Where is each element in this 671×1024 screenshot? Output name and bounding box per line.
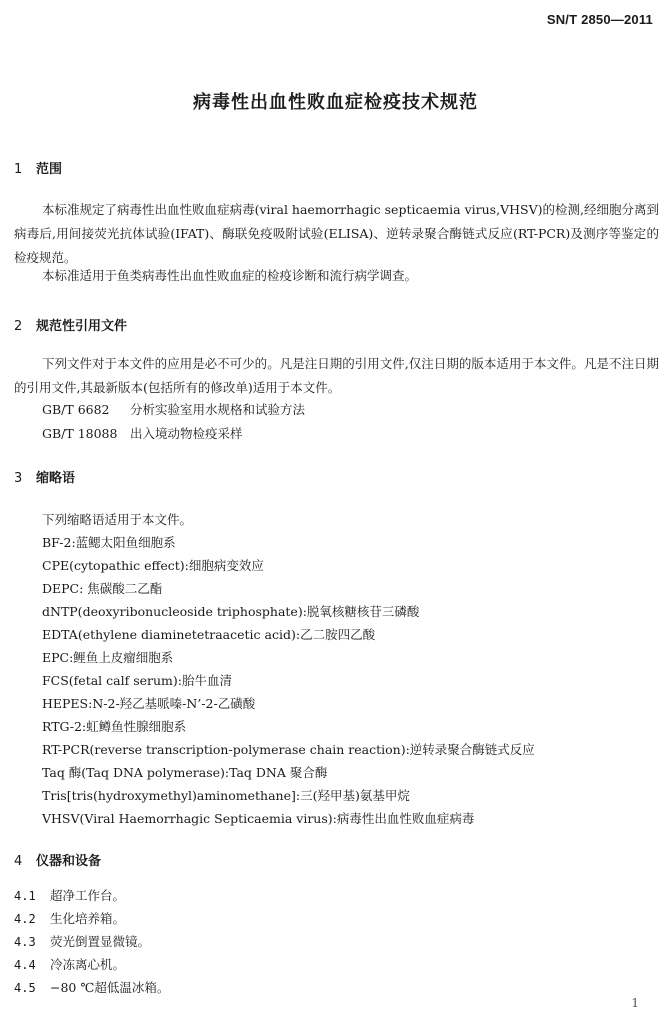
abbreviation-item: Taq 酶(Taq DNA polymerase):Taq DNA 聚合酶 xyxy=(42,765,328,780)
section-2-paragraph: 下列文件对于本文件的应用是必不可少的。凡是注日期的引用文件,仅注日期的版本适用于本文件。凡是不注日期的引用文件,其最新版本(包括所有的修改单)适用于本文件。 xyxy=(14,356,659,395)
equipment-item xyxy=(14,955,125,973)
section-4-title: 仪器和设备 xyxy=(36,854,102,869)
abbreviation-item: DEPC: 焦碳酸二乙酯 xyxy=(42,581,163,596)
reference-code: GB/T 6682 xyxy=(42,402,110,417)
section-1-number: 1 xyxy=(14,162,23,177)
section-2-title: 规范性引用文件 xyxy=(36,319,128,334)
abbreviation-item: HEPES:N-2-羟乙基哌嗪-N’-2-乙磺酸 xyxy=(42,696,256,711)
page-number: 1 xyxy=(631,996,639,1010)
equipment-number: 4.3 xyxy=(14,935,36,949)
section-4-heading xyxy=(14,850,101,869)
abbreviation-item: Tris[tris(hydroxymethyl)aminomethane]:三(羟甲基)氨基甲烷 xyxy=(42,788,410,803)
reference-title: 分析实验室用水规格和试验方法 xyxy=(130,402,306,417)
section-1-paragraph-2: 本标准适用于鱼类病毒性出血性败血症的检疫诊断和流行病学调查。 xyxy=(42,268,418,283)
section-3-number: 3 xyxy=(14,471,23,486)
equipment-item xyxy=(14,932,150,950)
abbreviation-item: RTG-2:虹鳟鱼性腺细胞系 xyxy=(42,719,187,734)
abbreviation-item: BF-2:蓝鳃太阳鱼细胞系 xyxy=(42,535,176,550)
section-2-heading xyxy=(14,315,127,334)
equipment-text: 荧光倒置显微镜。 xyxy=(50,934,151,949)
section-1-title: 范围 xyxy=(36,162,63,177)
document-code: SN/T 2850—2011 xyxy=(546,12,653,27)
equipment-text: 生化培养箱。 xyxy=(50,911,126,926)
section-3-heading xyxy=(14,467,75,486)
abbreviation-item: FCS(fetal calf serum):胎牛血清 xyxy=(42,673,232,688)
section-4-number: 4 xyxy=(14,854,23,869)
equipment-item xyxy=(14,909,125,927)
reference-item xyxy=(42,400,305,418)
abbreviation-item: EPC:鲤鱼上皮瘤细胞系 xyxy=(42,650,174,665)
abbreviation-item: dNTP(deoxyribonucleoside triphosphate):脱氧核糖核苷三磷酸 xyxy=(42,604,420,619)
reference-title: 出入境动物检疫采样 xyxy=(130,426,243,441)
equipment-text: 冷冻离心机。 xyxy=(50,957,126,972)
equipment-number: 4.4 xyxy=(14,958,36,972)
section-1-paragraph-1: 本标准规定了病毒性出血性败血症病毒(viral haemorrhagic septicaemia virus,VHSV)的检测,经细胞分离到病毒后,用间接荧光抗体试验(IFAT)、酶联免疫吸附试验(ELISA)、逆转录聚合酶链式反应(RT-PCR)及测序等鉴定的检疫规范。 xyxy=(14,202,659,265)
equipment-item xyxy=(14,886,125,904)
equipment-number: 4.2 xyxy=(14,912,36,926)
reference-code: GB/T 18088 xyxy=(42,426,118,441)
equipment-number: 4.1 xyxy=(14,889,36,903)
abbreviation-item: VHSV(Viral Haemorrhagic Septicaemia virus):病毒性出血性败血症病毒 xyxy=(42,811,475,826)
section-1-heading xyxy=(14,158,62,177)
section-3-intro: 下列缩略语适用于本文件。 xyxy=(42,512,193,527)
equipment-number: 4.5 xyxy=(14,981,36,995)
page-title: 病毒性出血性败血症检疫技术规范 xyxy=(193,92,478,113)
reference-item xyxy=(42,424,243,442)
equipment-text: 超净工作台。 xyxy=(50,888,126,903)
abbreviation-item: RT-PCR(reverse transcription-polymerase chain reaction):逆转录聚合酶链式反应 xyxy=(42,742,535,757)
section-2-number: 2 xyxy=(14,319,23,334)
section-3-title: 缩略语 xyxy=(36,471,76,486)
abbreviation-item: EDTA(ethylene diaminetetraacetic acid):乙二胺四乙酸 xyxy=(42,627,376,642)
equipment-item xyxy=(14,978,169,996)
equipment-text: −80 ℃超低温冰箱。 xyxy=(50,980,170,995)
abbreviation-item: CPE(cytopathic effect):细胞病变效应 xyxy=(42,558,264,573)
